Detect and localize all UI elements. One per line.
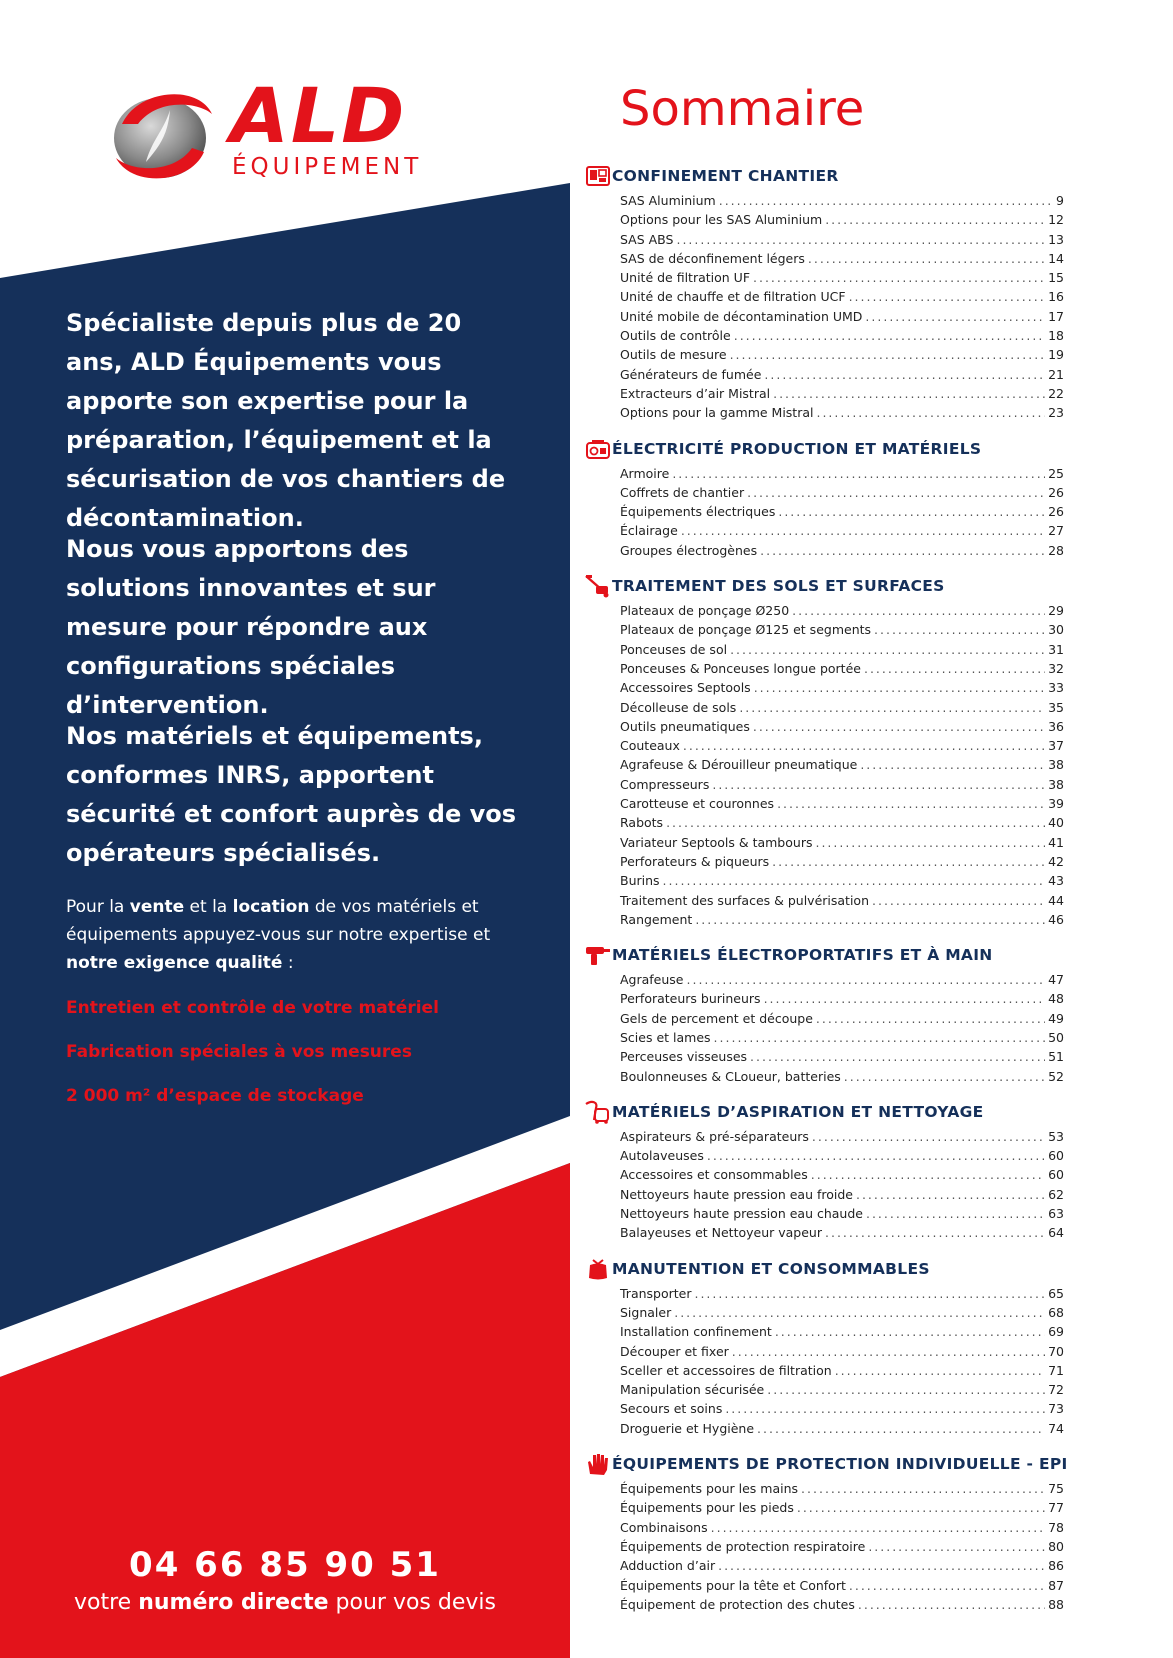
toc-entry[interactable] <box>586 777 1064 796</box>
toc-entry-label: Aspirateurs & pré-séparateurs <box>620 1128 809 1144</box>
toc-leader-dots <box>694 1286 1045 1301</box>
toc-leader-dots <box>801 1481 1045 1496</box>
toc-entry[interactable] <box>586 972 1064 991</box>
toc-entry-label: Gels de percement et découpe <box>620 1010 813 1026</box>
toc-leader-dots <box>707 1148 1045 1163</box>
toc-entry[interactable] <box>586 893 1064 912</box>
toc-entry-page: 16 <box>1048 289 1064 305</box>
toc-leader-dots <box>739 700 1045 715</box>
toc-leader-dots <box>772 854 1045 869</box>
toc-entry-page: 21 <box>1048 366 1064 382</box>
toc-leader-dots <box>730 347 1046 362</box>
toc-leader-dots <box>695 912 1045 927</box>
toc-leader-dots <box>816 405 1045 420</box>
brand-name: ALD <box>230 71 407 160</box>
toc-entry[interactable] <box>586 289 1064 308</box>
toc-entry[interactable] <box>586 757 1064 776</box>
toc-entry-page: 87 <box>1048 1577 1064 1593</box>
toc-entry-page: 15 <box>1048 270 1064 286</box>
toc-entry-page: 13 <box>1048 231 1064 247</box>
toc-leader-dots <box>764 991 1046 1006</box>
toc-entry-page: 12 <box>1048 212 1064 228</box>
toc-leader-dots <box>734 328 1045 343</box>
toc-entry-label: Carotteuse et couronnes <box>620 796 775 812</box>
toc-entry-page: 25 <box>1048 465 1064 481</box>
toc-leader-dots <box>687 972 1046 987</box>
toc-entry[interactable] <box>586 991 1064 1010</box>
toc-entry-page: 43 <box>1048 873 1064 889</box>
toc-entry[interactable] <box>586 232 1064 251</box>
toc-entry-label: Signaler <box>620 1304 672 1320</box>
toc-entry-label: Nettoyeurs haute pression eau froide <box>620 1186 853 1202</box>
drill-icon <box>584 943 612 967</box>
toc-entry-label: Équipements de protection respiratoire <box>620 1538 866 1554</box>
toc-entry-page: 40 <box>1048 815 1064 831</box>
toc-leader-dots <box>663 873 1046 888</box>
toc-entry-label: Coffrets de chantier <box>620 484 745 500</box>
toc-entry-page: 70 <box>1048 1343 1064 1359</box>
highlight-maintenance: Entretien et contrôle de votre matériel <box>66 998 439 1018</box>
toc-entry-page: 86 <box>1048 1558 1064 1574</box>
toc-entry[interactable] <box>586 1500 1064 1519</box>
toc-entry[interactable] <box>586 347 1064 366</box>
toc-section-header <box>586 574 1064 598</box>
toc-entry-label: Équipement de protection des chutes <box>620 1596 855 1612</box>
toc-entry-label: Accessoires et consommables <box>620 1167 808 1183</box>
toc-section <box>586 943 1064 1088</box>
toc-leader-dots <box>681 523 1045 538</box>
toc-section <box>586 1452 1068 1616</box>
toc-entry[interactable] <box>586 1597 1064 1616</box>
toc-entry-page: 31 <box>1048 641 1064 657</box>
toc-entry-label: Outils pneumatiques <box>620 718 750 734</box>
toc-entry-label: Plateaux de ponçage Ø125 et segments <box>620 622 872 638</box>
toc-entry-page: 26 <box>1048 504 1064 520</box>
toc-leader-dots <box>816 1011 1045 1026</box>
toc-section-title: MANUTENTION ET CONSOMMABLES <box>612 1259 930 1278</box>
toc-leader-dots <box>718 1558 1045 1573</box>
toc-entry-label: Équipements pour la tête et Confort <box>620 1577 846 1593</box>
page-title: Sommaire <box>620 81 865 137</box>
toc-leader-dots <box>753 270 1045 285</box>
toc-entry[interactable] <box>586 193 1064 212</box>
toc-entry[interactable] <box>586 700 1064 719</box>
generator-icon <box>584 437 612 461</box>
toc-entry-label: Combinaisons <box>620 1519 708 1535</box>
toc-entry[interactable] <box>586 1520 1064 1539</box>
toc-entry[interactable] <box>586 1324 1064 1343</box>
toc-entry-page: 74 <box>1048 1420 1064 1436</box>
toc-entry-page: 65 <box>1048 1285 1064 1301</box>
toc-entry[interactable] <box>586 873 1064 892</box>
toc-entry-label: Transporter <box>620 1285 692 1301</box>
toc-entry[interactable] <box>586 466 1064 485</box>
toc-entry-label: Unité de filtration UF <box>620 270 751 286</box>
toc-entry[interactable] <box>586 1148 1064 1167</box>
toc-entry-page: 27 <box>1048 523 1064 539</box>
toc-entry[interactable] <box>586 309 1064 328</box>
toc-entry[interactable] <box>586 1011 1064 1030</box>
toc-entry-page: 22 <box>1048 385 1064 401</box>
toc-entry-label: Armoire <box>620 465 670 481</box>
brand-subtitle: ÉQUIPEMENT <box>232 154 423 180</box>
toc-entry-page: 77 <box>1048 1500 1064 1516</box>
toc-leader-dots <box>868 1539 1045 1554</box>
toc-entry-label: Traitement des surfaces & pulvérisation <box>620 892 869 908</box>
toc-leader-dots <box>764 367 1045 382</box>
toc-entry[interactable] <box>586 1129 1064 1148</box>
toc-leader-dots <box>750 1049 1045 1064</box>
toc-leader-dots <box>719 193 1053 208</box>
toc-leader-dots <box>849 289 1046 304</box>
toc-leader-dots <box>858 1597 1045 1612</box>
toc-entry-label: Groupes électrogènes <box>620 542 758 558</box>
toc-entry-label: Découper et fixer <box>620 1343 729 1359</box>
toc-entry-label: Équipements électriques <box>620 504 776 520</box>
toc-entry-page: 68 <box>1048 1304 1064 1320</box>
toc-leader-dots <box>815 835 1045 850</box>
toc-entry[interactable] <box>586 1363 1064 1382</box>
toc-entry[interactable] <box>586 523 1064 542</box>
toc-entry-label: Perceuses visseuses <box>620 1049 748 1065</box>
toc-leader-dots <box>674 1305 1045 1320</box>
toc-leader-dots <box>753 719 1045 734</box>
toc-entry-page: 75 <box>1048 1481 1064 1497</box>
toc-entry-page: 28 <box>1048 542 1064 558</box>
toc-entry[interactable] <box>586 835 1064 854</box>
toc-entry-label: Installation confinement <box>620 1324 772 1340</box>
toc-entry-label: Couteaux <box>620 738 680 754</box>
vacuum-icon <box>584 1100 612 1124</box>
bag-icon <box>584 1257 612 1281</box>
toc-entry[interactable] <box>586 504 1064 523</box>
toc-entry-page: 52 <box>1048 1068 1064 1084</box>
toc-entry[interactable] <box>586 543 1064 562</box>
table-of-contents <box>586 164 1068 1628</box>
toc-entry-label: Boulonneuses & CLoueur, batteries <box>620 1068 841 1084</box>
toc-entry[interactable] <box>586 1049 1064 1068</box>
toc-entry[interactable] <box>586 212 1064 231</box>
toc-entry-page: 64 <box>1048 1225 1064 1241</box>
toc-leader-dots <box>866 1206 1045 1221</box>
toc-entry-page: 69 <box>1048 1324 1064 1340</box>
toc-entry-page: 19 <box>1048 347 1064 363</box>
toc-entry[interactable] <box>586 622 1064 641</box>
toc-section-title: TRAITEMENT DES SOLS ET SURFACES <box>612 577 945 596</box>
toc-entry-label: Options pour les SAS Aluminium <box>620 212 823 228</box>
toc-entry-page: 46 <box>1048 911 1064 927</box>
toc-section-title: CONFINEMENT CHANTIER <box>612 167 839 185</box>
toc-entry-label: Perforateurs & piqueurs <box>620 853 770 869</box>
toc-entry-label: Manipulation sécurisée <box>620 1382 765 1398</box>
service-text: Pour la vente et la location de vos matériels et équipements appuyez-vous sur notre expertise et notre exigence qualité : <box>66 897 491 973</box>
toc-entry[interactable] <box>586 1167 1064 1186</box>
toc-entry-label: SAS ABS <box>620 231 674 247</box>
toc-leader-dots <box>872 893 1045 908</box>
glove-icon <box>584 1452 612 1476</box>
toc-entry-page: 78 <box>1048 1519 1064 1535</box>
toc-entry-page: 51 <box>1048 1049 1064 1065</box>
toc-leader-dots <box>672 466 1045 481</box>
toc-entry[interactable] <box>586 1481 1064 1500</box>
toc-leader-dots <box>714 1030 1046 1045</box>
toc-section-title: ÉQUIPEMENTS DE PROTECTION INDIVIDUELLE - EPI <box>612 1455 1068 1474</box>
toc-entry-page: 72 <box>1048 1382 1064 1398</box>
toc-entry-page: 48 <box>1048 991 1064 1007</box>
toc-leader-dots <box>874 622 1045 637</box>
toc-entry-label: Outils de contrôle <box>620 328 731 344</box>
toc-entry-page: 47 <box>1048 972 1064 988</box>
toc-entry[interactable] <box>586 603 1064 622</box>
toc-entry-page: 39 <box>1048 796 1064 812</box>
toc-entry-label: Unité mobile de décontamination UMD <box>620 308 863 324</box>
toc-entry-label: Extracteurs d’air Mistral <box>620 385 771 401</box>
toc-entry-page: 71 <box>1048 1362 1064 1378</box>
toc-entry[interactable] <box>586 1286 1064 1305</box>
toc-entry-page: 38 <box>1048 757 1064 773</box>
logo-emblem-icon <box>108 84 218 184</box>
toc-section-title: ÉLECTRICITÉ PRODUCTION ET MATÉRIELS <box>612 439 982 458</box>
toc-leader-dots <box>856 1187 1045 1202</box>
toc-section-header <box>586 943 1064 967</box>
toc-leader-dots <box>757 1421 1045 1436</box>
intro-paragraph-2: Nous vous apportons des solutions innovantes et sur mesure pour répondre aux configurations spéciales d’intervention. <box>66 535 436 719</box>
toc-leader-dots <box>812 1129 1045 1144</box>
toc-entry[interactable] <box>586 386 1064 405</box>
toc-leader-dots <box>864 661 1045 676</box>
toc-entry[interactable] <box>586 1225 1064 1244</box>
toc-entry-page: 62 <box>1048 1186 1064 1202</box>
toc-entry-label: SAS Aluminium <box>620 193 716 208</box>
toc-leader-dots <box>797 1500 1045 1515</box>
toc-entry-label: SAS de déconfinement légers <box>620 250 805 266</box>
toc-section <box>586 574 1064 931</box>
toc-entry-label: Adduction d’air <box>620 1558 716 1574</box>
toc-entry-label: Perforateurs burineurs <box>620 991 761 1007</box>
toc-entry[interactable] <box>586 738 1064 757</box>
toc-entry-label: Nettoyeurs haute pression eau chaude <box>620 1206 863 1222</box>
toc-entry-page: 63 <box>1048 1206 1064 1222</box>
toc-entry-page: 17 <box>1048 308 1064 324</box>
toc-entry-label: Ponceuses de sol <box>620 641 728 657</box>
toc-entry-label: Décolleuse de sols <box>620 699 737 715</box>
toc-entry-page: 60 <box>1048 1167 1064 1183</box>
toc-entry-label: Compresseurs <box>620 776 710 792</box>
toc-leader-dots <box>777 796 1045 811</box>
toc-entry-label: Plateaux de ponçage Ø250 <box>620 603 790 619</box>
toc-section-header <box>586 1100 1064 1124</box>
toc-entry-page: 44 <box>1048 892 1064 908</box>
toc-leader-dots <box>825 212 1045 227</box>
toc-section <box>586 437 1064 562</box>
toc-entry-page: 80 <box>1048 1538 1064 1554</box>
toc-entry[interactable] <box>586 642 1064 661</box>
toc-leader-dots <box>767 1382 1045 1397</box>
intro-paragraph-3: Nos matériels et équipements, conformes INRS, apportent sécurité et confort auprès de vos opérateurs spécialisés. <box>66 722 516 867</box>
toc-entry[interactable] <box>586 405 1064 424</box>
toc-leader-dots <box>775 1324 1045 1339</box>
toc-entry-label: Options pour la gamme Mistral <box>620 405 814 421</box>
toc-entry-page: 37 <box>1048 738 1064 754</box>
toc-entry[interactable] <box>586 1578 1064 1597</box>
toc-section-title: MATÉRIELS D’ASPIRATION ET NETTOYAGE <box>612 1102 984 1121</box>
toc-entry-page: 26 <box>1048 484 1064 500</box>
toc-entry-label: Accessoires Septools <box>620 680 751 696</box>
toc-entry-label: Secours et soins <box>620 1401 723 1417</box>
toc-entry-label: Générateurs de fumée <box>620 366 762 382</box>
toc-entry[interactable] <box>586 328 1064 347</box>
toc-entry-page: 32 <box>1048 660 1064 676</box>
toc-entry[interactable] <box>586 1558 1064 1577</box>
toc-entry-label: Éclairage <box>620 523 678 539</box>
toc-entry-label: Agrafeuse & Dérouilleur pneumatique <box>620 757 858 773</box>
toc-entry-label: Unité de chauffe et de filtration UCF <box>620 289 846 305</box>
toc-entry-page: 42 <box>1048 853 1064 869</box>
toc-entry-label: Balayeuses et Nettoyeur vapeur <box>620 1225 822 1241</box>
toc-entry-page: 53 <box>1048 1128 1064 1144</box>
toc-entry[interactable] <box>586 1030 1064 1049</box>
toc-entry[interactable] <box>586 815 1064 834</box>
toc-leader-dots <box>778 504 1045 519</box>
toc-entry-page: 29 <box>1048 603 1064 619</box>
toc-entry-page: 41 <box>1048 834 1064 850</box>
toc-entry-page: 30 <box>1048 622 1064 638</box>
toc-entry[interactable] <box>586 270 1064 289</box>
toc-leader-dots <box>676 232 1045 247</box>
toc-section-header <box>586 164 1064 188</box>
toc-section <box>586 164 1064 425</box>
toc-entry[interactable] <box>586 1305 1064 1324</box>
toc-leader-dots <box>865 309 1045 324</box>
toc-entry-page: 18 <box>1048 328 1064 344</box>
toc-entry-page: 60 <box>1048 1148 1064 1164</box>
toc-section <box>586 1257 1064 1440</box>
toc-entry[interactable] <box>586 367 1064 386</box>
toc-entry[interactable] <box>586 1206 1064 1225</box>
toc-entry-label: Scies et lames <box>620 1029 711 1045</box>
toc-entry-label: Burins <box>620 873 660 889</box>
brand-logo <box>108 71 488 184</box>
toc-entry-label: Outils de mesure <box>620 347 727 363</box>
toc-section-header <box>586 1452 1068 1476</box>
toc-entry[interactable] <box>586 912 1064 931</box>
toc-entry[interactable] <box>586 719 1064 738</box>
toc-leader-dots <box>683 738 1045 753</box>
toc-entry-page: 36 <box>1048 718 1064 734</box>
toc-entry-label: Équipements pour les mains <box>620 1481 799 1497</box>
toc-entry[interactable] <box>586 1069 1064 1088</box>
toc-leader-dots <box>825 1225 1045 1240</box>
toc-entry[interactable] <box>586 251 1064 270</box>
toc-entry[interactable] <box>586 485 1064 504</box>
toc-entry-page: 35 <box>1048 699 1064 715</box>
toc-entry[interactable] <box>586 1382 1064 1401</box>
toc-entry-page: 14 <box>1048 250 1064 266</box>
toc-entry-label: Sceller et accessoires de filtration <box>620 1362 832 1378</box>
toc-entry-label: Équipements pour les pieds <box>620 1500 794 1516</box>
toc-leader-dots <box>860 757 1045 772</box>
phone-number[interactable]: 04 66 85 90 51 <box>129 1545 441 1585</box>
toc-entry-page: 9 <box>1056 193 1064 208</box>
toc-section-header <box>586 1257 1064 1281</box>
toc-entry[interactable] <box>586 1421 1064 1440</box>
toc-leader-dots <box>844 1069 1045 1084</box>
toc-leader-dots <box>666 815 1045 830</box>
toc-section-title: MATÉRIELS ÉLECTROPORTATIFS ET À MAIN <box>612 946 993 965</box>
toc-entry-label: Variateur Septools & tambours <box>620 834 813 850</box>
toc-entry[interactable] <box>586 1187 1064 1206</box>
toc-entry-page: 33 <box>1048 680 1064 696</box>
toc-entry[interactable] <box>586 1344 1064 1363</box>
toc-section-header <box>586 437 1064 461</box>
toc-leader-dots <box>712 777 1045 792</box>
toc-leader-dots <box>725 1401 1045 1416</box>
toc-leader-dots <box>808 251 1045 266</box>
toc-entry-page: 50 <box>1048 1029 1064 1045</box>
toc-leader-dots <box>849 1578 1045 1593</box>
floor-grinder-icon <box>584 574 612 598</box>
toc-entry-label: Droguerie et Hygiène <box>620 1420 755 1436</box>
toc-leader-dots <box>732 1344 1045 1359</box>
toc-entry[interactable] <box>586 854 1064 873</box>
toc-entry[interactable] <box>586 796 1064 815</box>
toc-entry-label: Agrafeuse <box>620 972 684 988</box>
toc-entry-label: Rangement <box>620 911 693 927</box>
intro-paragraph-1: Spécialiste depuis plus de 20 ans, ALD Équipements vous apporte son expertise pour la préparation, l’équipement et la sécurisation de vos chantiers de décontamination. <box>66 309 506 532</box>
toc-leader-dots <box>835 1363 1045 1378</box>
toc-leader-dots <box>754 680 1045 695</box>
toc-entry-page: 88 <box>1048 1596 1064 1612</box>
toc-entry-page: 49 <box>1048 1010 1064 1026</box>
toc-entry-page: 38 <box>1048 776 1064 792</box>
toc-entry[interactable] <box>586 1401 1064 1420</box>
toc-leader-dots <box>730 642 1045 657</box>
phone-tagline: votre numéro directe pour vos devis <box>74 1590 496 1615</box>
highlight-storage: 2 000 m² d’espace de stockage <box>66 1086 364 1106</box>
toc-leader-dots <box>760 543 1045 558</box>
highlight-fabrication: Fabrication spéciales à vos mesures <box>66 1042 412 1062</box>
sas-unit-icon <box>584 164 612 188</box>
toc-leader-dots <box>811 1167 1045 1182</box>
toc-leader-dots <box>773 386 1045 401</box>
toc-entry[interactable] <box>586 1539 1064 1558</box>
toc-leader-dots <box>792 603 1045 618</box>
toc-entry-label: Ponceuses & Ponceuses longue portée <box>620 660 861 676</box>
toc-entry-page: 73 <box>1048 1401 1064 1417</box>
toc-leader-dots <box>747 485 1045 500</box>
toc-entry-label: Autolaveuses <box>620 1148 704 1164</box>
toc-entry-page: 23 <box>1048 405 1064 421</box>
toc-leader-dots <box>711 1520 1045 1535</box>
toc-entry[interactable] <box>586 661 1064 680</box>
toc-entry-label: Rabots <box>620 815 664 831</box>
toc-section <box>586 1100 1064 1245</box>
toc-entry[interactable] <box>586 680 1064 699</box>
